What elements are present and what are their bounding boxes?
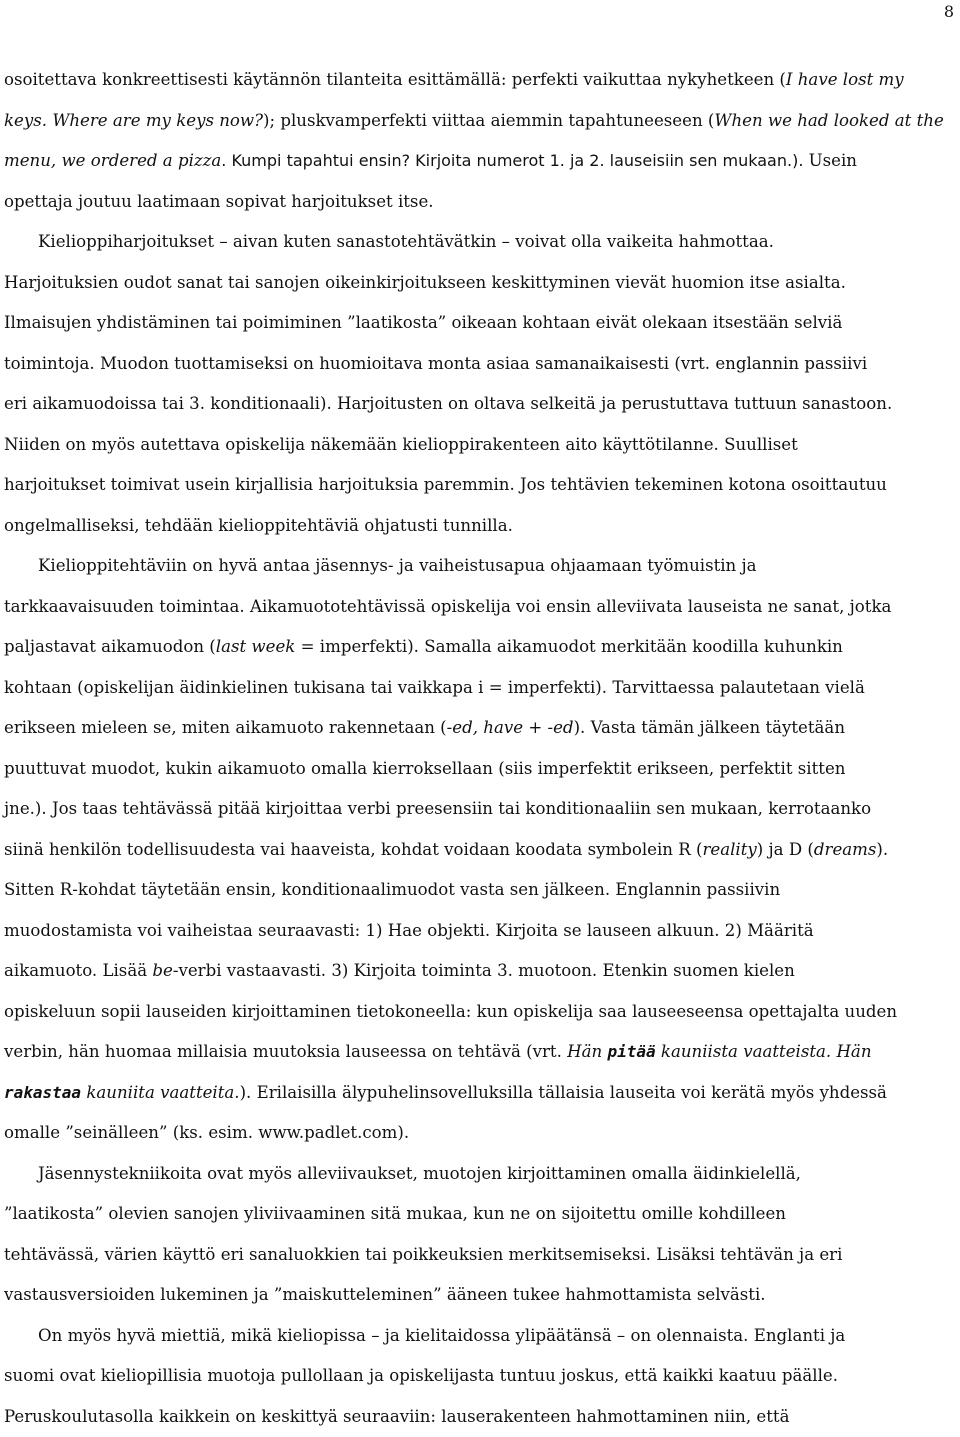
text-line — [4, 1113, 956, 1154]
text-run: .). Erilaisilla älypuhelinsovelluksilla tällaisia lauseita voi kerätä myös yhdessä — [234, 1083, 887, 1102]
paragraph-exercise-design — [4, 222, 956, 546]
text-line — [4, 384, 956, 425]
text-run: dreams — [814, 840, 877, 859]
text-run: tarkkaavaisuuden toimintaa. Aikamuototehtävissä opiskelija voi ensin alleviivata lauseista ne sanat, jotka — [4, 597, 891, 616]
text-run: ). Vasta tämän jälkeen täytetään — [574, 718, 845, 737]
text-run: Ilmaisujen yhdistäminen tai poimiminen ”laatikosta” oikeaan kohtaan eivät olekaan itsestään selviä — [4, 313, 842, 332]
text-line — [4, 1154, 956, 1195]
text-run: muodostamista voi vaiheistaa seuraavasti: 1) Hae objekti. Kirjoita se lauseen alkuun. 2) Määritä — [4, 921, 814, 940]
text-run: -ed, have + -ed — [447, 718, 574, 737]
text-run: aikamuoto. Lisää — [4, 961, 152, 980]
text-run: toimintoja. Muodon tuottamiseksi on huomioitava monta asiaa samanaikaisesti (vrt. englannin passiivi — [4, 354, 867, 373]
text-run: be — [152, 961, 172, 980]
text-run: paljastavat aikamuodon ( — [4, 637, 216, 656]
text-line — [4, 1275, 956, 1316]
paragraph-structuring-techniques — [4, 1154, 956, 1316]
text-run: Harjoituksien oudot sanat tai sanojen oikeinkirjoitukseen keskittyminen vievät huomion itse asialta. — [4, 273, 846, 292]
text-run: -verbi vastaavasti. 3) Kirjoita toiminta 3. muotoon. Etenkin suomen kielen — [173, 961, 795, 980]
text-line — [4, 263, 956, 304]
text-run: Kielioppiharjoitukset – aivan kuten sanastotehtävätkin – voivat olla vaikeita hahmottaa. — [38, 232, 774, 251]
page-number: 8 — [944, 2, 954, 22]
text-run: Sitten R-kohdat täytetään ensin, konditionaalimuodot vasta sen jälkeen. Englannin passiivin — [4, 880, 780, 899]
text-run: puuttuvat muodot, kukin aikamuoto omalla kierroksellaan (siis imperfektit erikseen, perfektit sitten — [4, 759, 845, 778]
text-line — [4, 1073, 956, 1114]
text-run: rakastaa — [4, 1083, 81, 1102]
text-line — [4, 344, 956, 385]
text-run: keys. Where are my keys now? — [4, 111, 263, 130]
text-run: . Kumpi tapahtui ensin? Kirjoita numerot 1. ja 2. lauseisiin sen mukaan.). — [221, 151, 803, 170]
text-run: suomi ovat kieliopillisia muotoja pullollaan ja opiskelijasta tuntuu joskus, että kaikki kaatuu päälle. — [4, 1366, 838, 1385]
text-line — [4, 830, 956, 871]
text-line — [4, 303, 956, 344]
text-run: kohtaan (opiskelijan äidinkielinen tukisana tai vaikkapa i = imperfekti). Tarvittaessa palautetaan vielä — [4, 678, 865, 697]
text-line — [4, 546, 956, 587]
text-line — [4, 1356, 956, 1397]
text-run: ); pluskvamperfekti viittaa aiemmin tapahtuneeseen ( — [263, 111, 714, 130]
text-run: Peruskoulutasolla kaikkein on keskittyä seuraaviin: lauserakenteen hahmottaminen niin, että — [4, 1407, 789, 1426]
text-line — [4, 911, 956, 952]
text-run: I have lost my — [786, 70, 904, 89]
text-run: ). — [876, 840, 888, 859]
text-run: menu, we ordered a pizza — [4, 151, 221, 170]
text-line — [4, 870, 956, 911]
text-run: reality — [702, 840, 756, 859]
text-line — [4, 101, 956, 142]
text-line — [4, 222, 956, 263]
text-run: When we had looked at the — [714, 111, 943, 130]
text-run: eri aikamuodoissa tai 3. konditionaali). Harjoitusten on oltava selkeitä ja perustuttava tuttuun sanastoon. — [4, 394, 892, 413]
paragraph-scaffolding — [4, 546, 956, 1154]
text-run: kauniista vaatteista. Hän — [656, 1042, 872, 1061]
text-line — [4, 465, 956, 506]
text-run: siinä henkilön todellisuudesta vai haaveista, kohdat voidaan koodata symbolein R ( — [4, 840, 702, 859]
text-run: = imperfekti). Samalla aikamuodot merkitään koodilla kuhunkin — [295, 637, 843, 656]
text-line — [4, 60, 956, 101]
text-line — [4, 749, 956, 790]
text-run: jne.). Jos taas tehtävässä pitää kirjoittaa verbi preesensiin tai konditionaaliin sen mukaan, kerrotaanko — [4, 799, 871, 818]
text-line — [4, 141, 956, 182]
text-run: erikseen mieleen se, miten aikamuoto rakennetaan ( — [4, 718, 447, 737]
text-run: pitää — [607, 1042, 655, 1061]
text-run: Jäsennystekniikoita ovat myös alleviivaukset, muotojen kirjoittaminen omalla äidinkielellä, — [38, 1164, 801, 1183]
text-run: tehtävässä, värien käyttö eri sanaluokkien tai poikkeuksien merkitsemiseksi. Lisäksi tehtävän ja eri — [4, 1245, 842, 1264]
text-run: Usein — [803, 151, 857, 170]
text-run: omalle ”seinälleen” (ks. esim. www.padlet.com). — [4, 1123, 409, 1142]
text-run: opettaja joutuu laatimaan sopivat harjoitukset itse. — [4, 192, 434, 211]
text-run: harjoitukset toimivat usein kirjallisia harjoituksia paremmin. Jos tehtävien tekeminen kotona osoittautuu — [4, 475, 887, 494]
text-run: last week — [216, 637, 296, 656]
text-line — [4, 992, 956, 1033]
text-line — [4, 506, 956, 547]
text-run: On myös hyvä miettiä, mikä kieliopissa – ja kielitaidossa ylipäätänsä – on olennaista. Englanti ja — [38, 1326, 845, 1345]
text-line — [4, 627, 956, 668]
text-run: Niiden on myös autettava opiskelija näkemään kielioppirakenteen aito käyttötilanne. Suulliset — [4, 435, 798, 454]
text-line — [4, 1397, 956, 1437]
text-run: osoitettava konkreettisesti käytännön tilanteita esittämällä: perfekti vaikuttaa nykyhetkeen ( — [4, 70, 786, 89]
text-line — [4, 425, 956, 466]
text-line — [4, 587, 956, 628]
text-run: opiskeluun sopii lauseiden kirjoittaminen tietokoneella: kun opiskelija saa lauseeseensa opettajalta uuden — [4, 1002, 897, 1021]
text-run: vastausversioiden lukeminen ja ”maiskutteleminen” ääneen tukee hahmottamista selvästi. — [4, 1285, 766, 1304]
paragraph-grammar-focus — [4, 1316, 956, 1437]
text-line — [4, 1316, 956, 1357]
text-run: ongelmalliseksi, tehdään kielioppitehtäviä ohjatusti tunnilla. — [4, 516, 513, 535]
text-line — [4, 789, 956, 830]
text-run: Kielioppitehtäviin on hyvä antaa jäsennys- ja vaiheistusapua ohjaamaan työmuistin ja — [38, 556, 757, 575]
text-run: ”laatikosta” olevien sanojen yliviivaaminen sitä mukaa, kun ne on sijoitettu omille kohdilleen — [4, 1204, 786, 1223]
text-line — [4, 708, 956, 749]
text-line — [4, 1032, 956, 1073]
text-line — [4, 1194, 956, 1235]
text-line — [4, 668, 956, 709]
text-line — [4, 1235, 956, 1276]
text-run: Hän — [567, 1042, 607, 1061]
document-body — [4, 60, 956, 1437]
text-line — [4, 951, 956, 992]
text-run: verbin, hän huomaa millaisia muutoksia lauseessa on tehtävä (vrt. — [4, 1042, 567, 1061]
text-line — [4, 182, 956, 223]
paragraph-tense-exercises — [4, 60, 956, 222]
text-run: kauniita vaatteita — [81, 1083, 234, 1102]
text-run: ) ja D ( — [757, 840, 814, 859]
